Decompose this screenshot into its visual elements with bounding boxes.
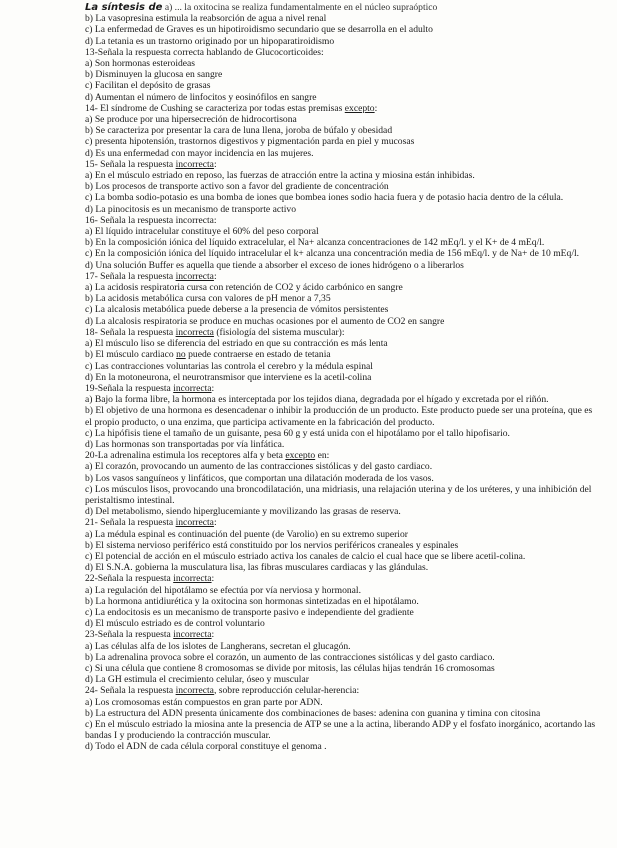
- q22-title-pre: 22-Señala la respuesta: [85, 573, 171, 585]
- option-12a-text: a) ... la oxitocina se realiza fundamentalmente en el núcleo supraóptico: [164, 2, 438, 13]
- q15-title-pre: 15- Señala la respuesta: [85, 158, 174, 170]
- q14-title-underlined: excepto: [344, 102, 375, 114]
- option-12b: b) La vasopresina estimula la reabsorción de agua a nivel renal: [85, 13, 327, 25]
- question-14-title: [85, 103, 601, 114]
- handwritten-note: La síntesis de: [85, 2, 163, 13]
- option-18d: d) En la motoneurona, el neurotransmisor que interviene es la acetil-colina: [85, 371, 372, 383]
- option-13b: b) Disminuyen la glucosa en sangre: [85, 69, 223, 81]
- option-17c: c) La alcalosis metabólica puede deberse a la presencia de vómitos persistentes: [85, 304, 389, 316]
- option-13c: c) Facilitan el depósito de grasas: [85, 80, 211, 92]
- q20-title-underlined: excepto: [285, 450, 316, 462]
- q18-title-pre: 18- Señala la respuesta: [85, 326, 174, 338]
- option-12c: c) La enfermedad de Graves es un hipotiroidismo secundario que se desarrolla en el adulto: [85, 24, 433, 36]
- q15-title-underlined: incorrecta: [175, 158, 214, 170]
- q23-title-post: :: [211, 629, 215, 641]
- question-17-title: [85, 271, 601, 282]
- option-22c: c) La endocitosis es un mecanismo de transporte pasivo e independiente del gradiente: [85, 606, 414, 618]
- option-12a: [85, 2, 601, 13]
- q22-title-underlined: incorrecta: [173, 573, 212, 585]
- q14-title-post: :: [374, 102, 378, 114]
- option-14c: c) presenta hipotensión, trastornos digestivos y pigmentación parda en piel y mucosas: [85, 136, 415, 148]
- option-17b: b) La acidosis metabólica cursa con valores de pH menor a 7,35: [85, 293, 331, 305]
- option-19b: b) El objetivo de una hormona es desencadenar o inhibir la producción de un producto. Este producto puede ser una proteína, que es el propio producto, o una enzima, que participa activamente en la fabricación del producto.: [85, 405, 593, 428]
- option-16b: b) En la composición iónica del líquido extracelular, el Na+ alcanza concentraciones de 142 mEq/l. y el K+ de 4 mEq/l.: [85, 237, 545, 249]
- option-15b: b) Los procesos de transporte activo son a favor del gradiente de concentración: [85, 181, 389, 193]
- q17-title-pre: 17- Señala la respuesta: [85, 270, 174, 282]
- q21-title-underlined: incorrecta: [175, 517, 214, 529]
- q20-title-post: en:: [317, 450, 330, 462]
- option-19a: a) Bajo la forma libre, la hormona es interceptada por los tejidos diana, degradada por el hígado y excretada por el riñón.: [85, 394, 549, 406]
- option-18b: [85, 349, 601, 360]
- option-21a: a) La médula espinal es continuación del puente (de Varolio) en su extremo superior: [85, 528, 408, 540]
- q14-title-pre: 14- El síndrome de Cushing se caracteriza por todas estas premisas: [85, 102, 343, 114]
- option-12d: d) La tetania es un trastorno originado por un hipoparatiroidismo: [85, 35, 335, 47]
- q15-title-post: :: [213, 158, 217, 170]
- question-20-title: [85, 450, 601, 461]
- q18-title-post: (fisiología del sistema muscular):: [216, 326, 345, 338]
- option-13a: a) Son hormonas esteroideas: [85, 58, 196, 70]
- option-18c: c) Las contracciones voluntarias las controla el cerebro y la médula espinal: [85, 360, 373, 372]
- option-17a: a) La acidosis respiratoria cursa con retención de CO2 y ácido carbónico en sangre: [85, 282, 403, 294]
- option-20a: a) El corazón, provocando un aumento de las contracciones sistólicas y del gasto cardiaco.: [85, 461, 433, 473]
- option-16d: d) Una solución Buffer es aquella que tiende a absorber el exceso de iones hidrógeno o a liberarlos: [85, 259, 464, 271]
- question-16-title: 16- Señala la respuesta incorrecta:: [85, 214, 217, 226]
- option-15c: c) La bomba sodio-potasio es una bomba de iones que bombea iones sodio hacia fuera y de potasio hacia dentro de la célula.: [85, 192, 564, 204]
- q19-title-pre: 19-Señala la respuesta: [85, 382, 171, 394]
- option-24a: a) Los cromosomas están compuestos en gran parte por ADN.: [85, 696, 323, 708]
- q23-title-underlined: incorrecta: [173, 629, 212, 641]
- question-23-title: [85, 629, 601, 640]
- q18-title-underlined: incorrecta: [175, 326, 214, 338]
- q23-title-pre: 23-Señala la respuesta: [85, 629, 171, 641]
- q24-title-pre: 24- Señala la respuesta: [85, 685, 174, 697]
- option-21c: c) El potencial de acción en el músculo estriado activa los canales de calcio el cual hace que se libere acetil-colina.: [85, 550, 526, 562]
- q24-title-underlined: incorrecta: [175, 685, 214, 697]
- option-24c: c) En el músculo estriado la miosina ante la presencia de ATP se une a la actina, liberando ADP y el fosfato inorgánico, acortando las bandas I y produciendo la contracción muscular.: [85, 719, 596, 742]
- option-22d: d) El músculo estriado es de control voluntario: [85, 618, 265, 630]
- option-23a: a) Las células alfa de los islotes de Langherans, secretan el glucagón.: [85, 640, 351, 652]
- option-22b: b) La hormona antidiurética y la oxitocina son hormonas sintetizadas en el hipotálamo.: [85, 595, 419, 607]
- option-13d: d) Aumentan el número de linfocitos y eosinófilos en sangre: [85, 91, 317, 103]
- option-15d: d) La pinocitosis es un mecanismo de transporte activo: [85, 203, 297, 215]
- option-17d: d) La alcalosis respiratoria se produce en muchas ocasiones por el aumento de CO2 en sangre: [85, 315, 445, 327]
- q22-title-post: :: [211, 573, 215, 585]
- option-23d: d) La GH estimula el crecimiento celular, óseo y muscular: [85, 674, 309, 686]
- option-19c: c) La hipófisis tiene el tamaño de un guisante, pesa 60 g y está unida con el hipotálamo por el tallo hipofisario.: [85, 427, 510, 439]
- q20-title-pre: 20-La adrenalina estimula los receptores alfa y beta: [85, 450, 283, 462]
- option-18b-post: puede contraerse en estado de tetania: [188, 349, 331, 361]
- option-14d: d) Es una enfermedad con mayor incidencia en las mujeres.: [85, 147, 314, 159]
- option-16a: a) El líquido intracelular constituye el 60% del peso corporal: [85, 226, 319, 238]
- option-18b-underlined: no: [176, 349, 186, 361]
- question-19-title: [85, 383, 601, 394]
- option-21b: b) El sistema nervioso periférico está constituido por los nervios periféricos craneales y espinales: [85, 539, 459, 551]
- option-19d: d) Las hormonas son transportadas por vía linfática.: [85, 438, 285, 450]
- option-14a: a) Se produce por una hipersecreción de hidrocortisona: [85, 114, 297, 126]
- question-21-title: [85, 517, 601, 528]
- question-24-title: [85, 685, 601, 696]
- question-15-title: [85, 159, 601, 170]
- question-18-title: [85, 327, 601, 338]
- option-20d: d) Del metabolismo, siendo hiperglucemiante y movilizando las grasas de reserva.: [85, 506, 401, 518]
- option-24d: d) Todo el ADN de cada célula corporal constituye el genoma .: [85, 741, 327, 753]
- option-15a: a) En el músculo estriado en reposo, las fuerzas de atracción entre la actina y miosina están inhibidas.: [85, 170, 475, 182]
- option-23c: c) Si una célula que contiene 8 cromosomas se divide por mitosis, las células hijas tendrán 16 cromosomas: [85, 662, 495, 674]
- q17-title-underlined: incorrecta: [175, 270, 214, 282]
- option-16c: c) En la composición iónica del líquido intracelular el k+ alcanza una concentración media de 156 mEq/l. y de Na+ de 10 mEq/l.: [85, 248, 580, 260]
- question-13-title: 13-Señala la respuesta correcta hablando de Glucocorticoides:: [85, 46, 324, 58]
- option-18a: a) El músculo liso se diferencia del estriado en que su contracción es más lenta: [85, 338, 388, 350]
- q19-title-underlined: incorrecta: [173, 382, 212, 394]
- q19-title-post: :: [211, 382, 215, 394]
- option-20b: b) Los vasos sanguíneos y linfáticos, que comportan una dilatación moderada de los vasos.: [85, 472, 434, 484]
- option-22a: a) La regulación del hipotálamo se efectúa por vía nerviosa y hormonal.: [85, 584, 361, 596]
- option-24b: b) La estructura del ADN presenta únicamente dos combinaciones de bases: adenina con guanina y timina con citosina: [85, 707, 541, 719]
- option-18b-pre: b) El músculo cardiaco: [85, 349, 174, 361]
- q21-title-pre: 21- Señala la respuesta: [85, 517, 174, 529]
- q21-title-post: :: [213, 517, 217, 529]
- option-21d: d) El S.N.A. gobierna la musculatura lisa, las fibras musculares cardiacas y las glándulas.: [85, 562, 429, 574]
- q17-title-post: :: [213, 270, 217, 282]
- question-22-title: [85, 573, 601, 584]
- option-20c: c) Los músculos lisos, provocando una broncodilatación, una midriasis, una relajación uterina y de los uréteres, y una inhibición del peristaltismo intestinal.: [85, 483, 592, 506]
- option-23b: b) La adrenalina provoca sobre el corazón, un aumento de las contracciones sistólicas y del gasto cardiaco.: [85, 651, 495, 663]
- q24-title-post: , sobre reproducción celular-herencia:: [213, 685, 360, 697]
- option-14b: b) Se caracteriza por presentar la cara de luna llena, joroba de búfalo y obesidad: [85, 125, 393, 137]
